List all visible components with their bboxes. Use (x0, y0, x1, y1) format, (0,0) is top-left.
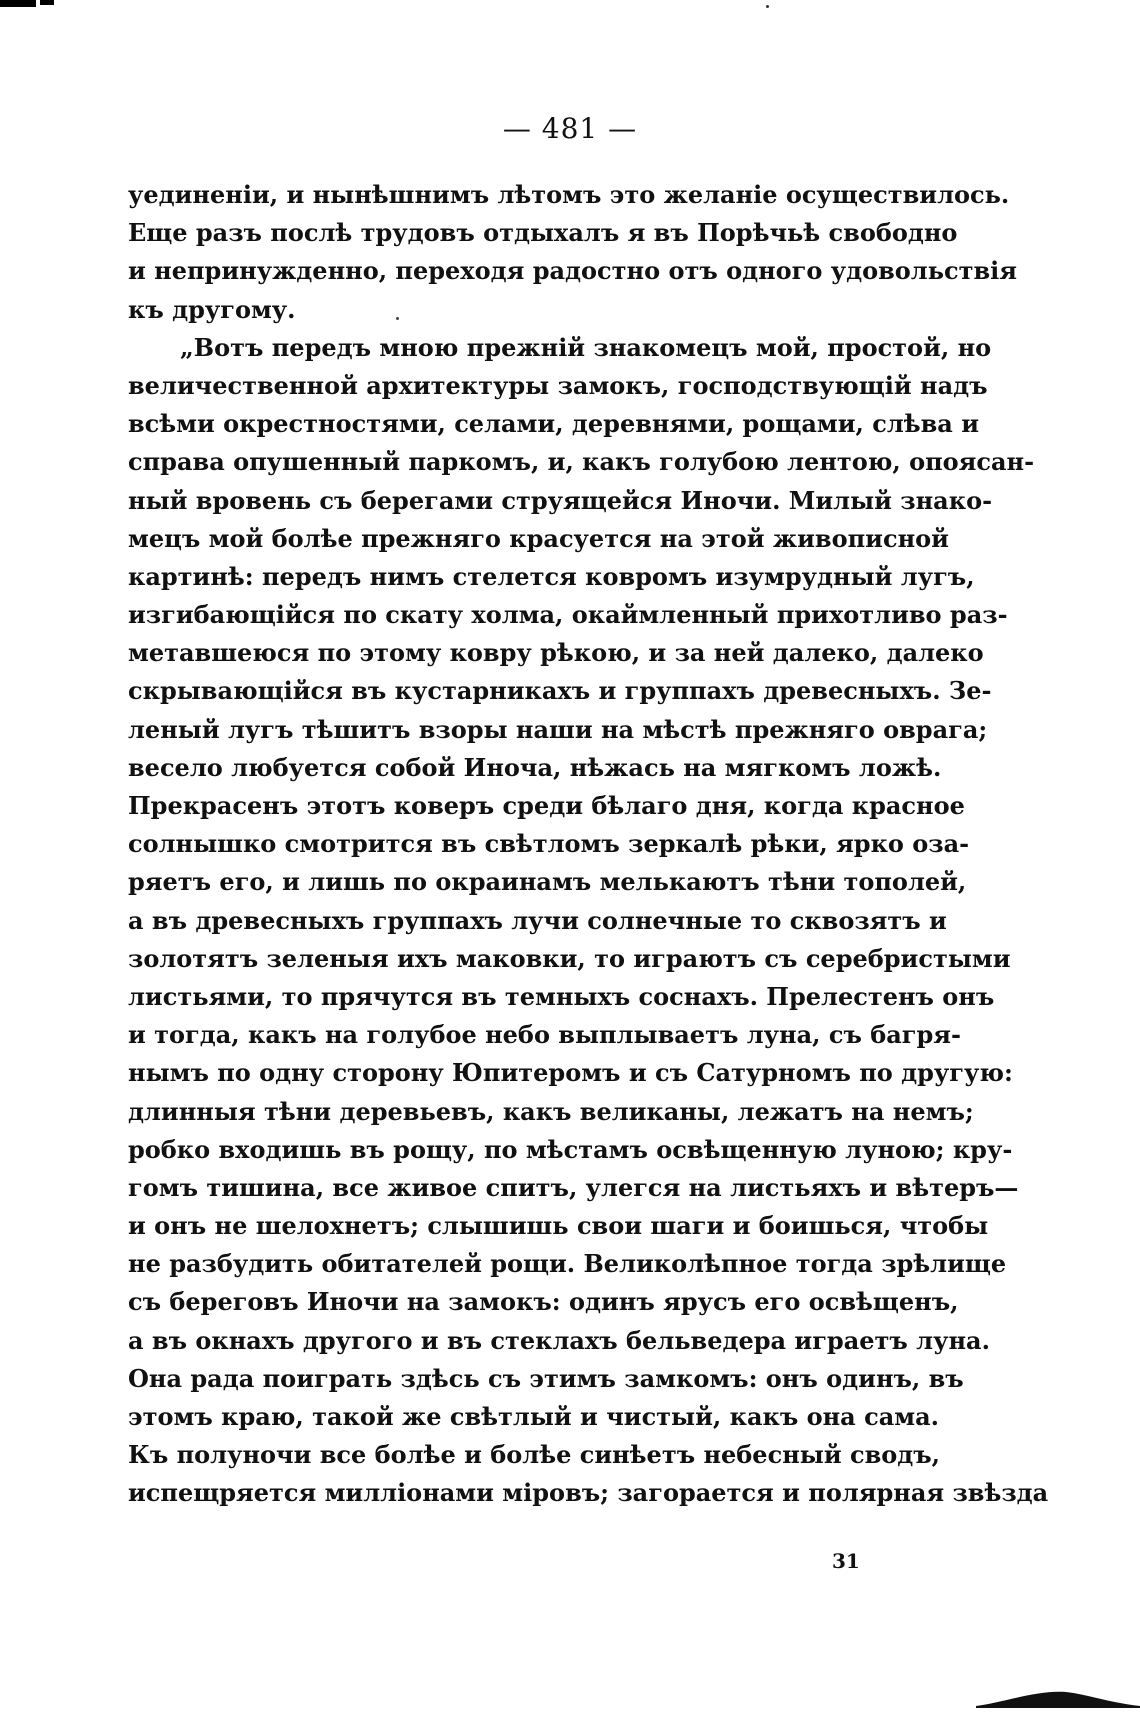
text-line: ный вровень съ берегами струящейся Иночи. Милый знако- (128, 485, 993, 515)
text-line: леный лугъ тѣшитъ взоры наши на мѣстѣ прежняго оврага; (128, 714, 988, 744)
text-line: мецъ мой болѣе прежняго красуется на этой живописной (128, 523, 949, 553)
text-line: метавшеюся по этому ковру рѣкою, и за ней далеко, далеко (128, 638, 984, 668)
text-line: картинѣ: передъ нимъ стелется ковромъ изумрудный лугъ, (128, 561, 975, 591)
text-line: „Вотъ передъ мною прежній знакомецъ мой, простой, но (180, 332, 992, 362)
text-line: къ другому. (128, 294, 296, 324)
text-line: гомъ тишина, все живое спитъ, улегся на листьяхъ и вѣтеръ— (128, 1172, 1019, 1202)
text-line: испещряется милліонами міровъ; загорается и полярная звѣзда (128, 1478, 1049, 1508)
text-line: этомъ краю, такой же свѣтлый и чистый, какъ она сама. (128, 1402, 939, 1431)
text-line: солнышко смотрится въ свѣтломъ зеркалѣ рѣки, ярко оза- (128, 829, 970, 859)
text-line: уединеніи, и нынѣшнимъ лѣтомъ это желаніе осуществилось. (128, 180, 1010, 209)
printer-signature: 31 (832, 1549, 860, 1573)
text-line: листьями, то прячутся въ темныхъ соснахъ. Прелестенъ онъ (128, 981, 995, 1011)
text-line: длинныя тѣни деревьевъ, какъ великаны, лежатъ на немъ; (128, 1096, 974, 1126)
body-text (128, 176, 1049, 1513)
text-line: изгибающійся по скату холма, окаймленный прихотливо раз- (128, 600, 1008, 630)
page-number: — 481 — (502, 112, 638, 145)
text-line: справа опушенный паркомъ, и, какъ голубою лентою, опоясан- (128, 447, 1035, 477)
text-line: а въ окнахъ другого и въ стеклахъ бельведера играетъ луна. (128, 1325, 990, 1355)
text-line: Прекрасенъ этотъ коверъ среди бѣлаго дня, когда красное (128, 791, 965, 820)
text-line: нымъ по одну сторону Юпитеромъ и съ Сатурномъ по другую: (128, 1058, 1013, 1088)
text-line: всѣми окрестностями, селами, деревнями, рощами, слѣва и (128, 409, 980, 439)
text-line: Еще разъ послѣ трудовъ отдыхалъ я въ Порѣчьѣ свободно (128, 218, 958, 248)
text-line: и тогда, какъ на голубое небо выплываетъ луна, съ багря- (128, 1020, 961, 1050)
text-line: Къ полуночи все болѣе и болѣе синѣетъ небесный сводъ, (128, 1440, 941, 1470)
text-line: ряетъ его, и лишь по окраинамъ мелькаютъ тѣни тополей, (128, 867, 967, 897)
scan-mark (0, 0, 36, 7)
scan-speck (766, 5, 769, 8)
scan-smudge (976, 1688, 1140, 1708)
text-line: и непринужденно, переходя радостно отъ одного удовольствія (128, 256, 1018, 286)
text-line: а въ древесныхъ группахъ лучи солнечные то сквозятъ и (128, 905, 947, 935)
scan-mark (40, 0, 54, 5)
text-line: и онъ не шелохнетъ; слышишь свои шаги и боишься, чтобы (128, 1211, 989, 1241)
text-line: золотятъ зеленыя ихъ маковки, то играютъ съ серебристыми (128, 943, 1011, 973)
text-line: робко входишь въ рощу, по мѣстамъ освѣщенную луною; кру- (128, 1134, 1013, 1164)
text-line: не разбудить обитателей рощи. Великолѣпное тогда зрѣлище (128, 1249, 1007, 1279)
text-line: съ береговъ Иночи на замокъ: одинъ ярусъ его освѣщенъ, (128, 1287, 959, 1317)
text-line: весело любуется собой Иноча, нѣжась на мягкомъ ложѣ. (128, 752, 942, 782)
text-line: Она рада поиграть здѣсь съ этимъ замкомъ: онъ одинъ, въ (128, 1363, 964, 1393)
text-line: скрывающійся въ кустарникахъ и группахъ древесныхъ. Зе- (128, 676, 992, 706)
text-line: величественной архитектуры замокъ, господствующій надъ (128, 370, 988, 400)
